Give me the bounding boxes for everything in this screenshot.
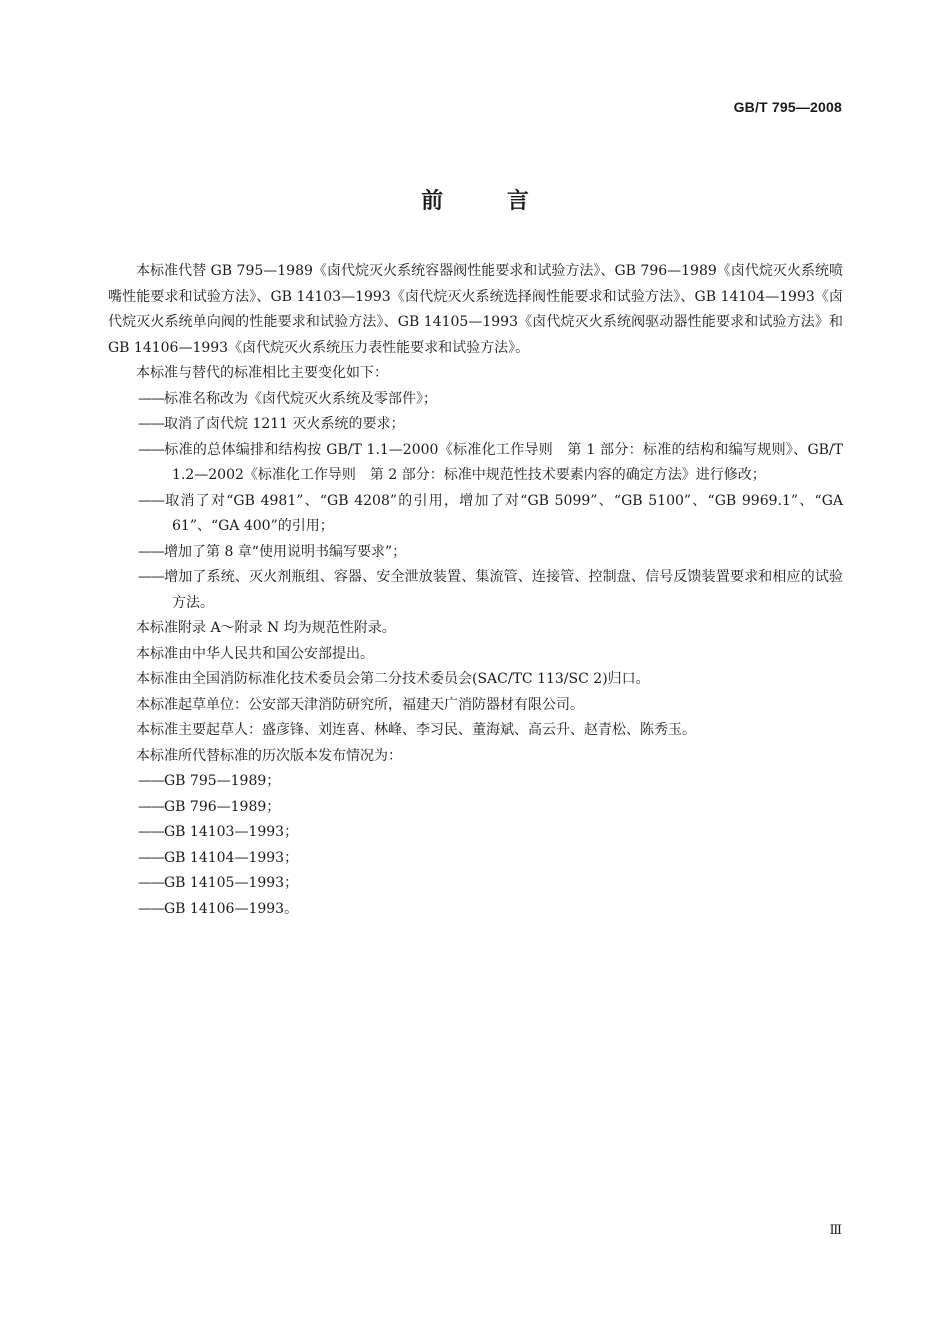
page-number: Ⅲ <box>829 1223 842 1238</box>
standard-number-header: GB/T 795—2008 <box>733 99 842 115</box>
change-item-structure: —— 标准的总体编排和结构按 GB/T 1.1—2000《标准化工作导则 第 1 部分：标准的结构和编写规则》、GB/T 1.2—2002《标准化工作导则 第 2 部分：标准中规范性技术要素内容的确定方法》进行修改； <box>108 438 843 489</box>
foreword-body <box>108 259 843 922</box>
change-item-1211: —— 取消了卤代烷 1211 灭火系统的要求； <box>108 412 843 438</box>
version-item: —— GB 796—1989； <box>108 795 843 821</box>
change-item-chapter-8: —— 增加了第 8 章“使用说明书编写要求”； <box>108 540 843 566</box>
statement-committee: 本标准由全国消防标准化技术委员会第二分技术委员会(SAC/TC 113/SC 2)归口。 <box>136 671 650 687</box>
version-item: —— GB 14106—1993。 <box>108 897 843 923</box>
change-item-references: —— 取消了对“GB 4981”、“GB 4208”的引用，增加了对“GB 5099”、“GB 5100”、“GB 9969.1”、“GA 61”、“GA 400”的引用； <box>108 489 843 540</box>
change-item-components: —— 增加了系统、灭火剂瓶组、容器、安全泄放装置、集流管、连接管、控制盘、信号反馈装置要求和相应的试验方法。 <box>108 565 843 616</box>
statement-annex: 本标准附录 A～附录 N 均为规范性附录。 <box>136 620 396 636</box>
version-item: —— GB 14103—1993； <box>108 820 843 846</box>
version-item: —— GB 795—1989； <box>108 769 843 795</box>
statement-proposer: 本标准由中华人民共和国公安部提出。 <box>136 645 374 662</box>
statement-drafting-units: 本标准起草单位：公安部天津消防研究所，福建天广消防器材有限公司。 <box>136 696 584 713</box>
version-item: —— GB 14104—1993； <box>108 846 843 872</box>
page-title: 前 言 <box>421 189 529 214</box>
changes-intro: 本标准与替代的标准相比主要变化如下： <box>136 365 388 381</box>
statement-versions-intro: 本标准所代替标准的历次版本发布情况为： <box>136 747 402 764</box>
version-item: —— GB 14105—1993； <box>108 871 843 897</box>
change-item-name: —— 标准名称改为《卤代烷灭火系统及零部件》； <box>108 387 843 413</box>
statement-drafters: 本标准主要起草人：盛彦锋、刘连喜、林峰、李习民、董海斌、高云升、赵青松、陈秀玉。 <box>136 722 696 738</box>
replacement-paragraph: 本标准代替 GB 795—1989《卤代烷灭火系统容器阀性能要求和试验方法》、GB 796—1989《卤代烷灭火系统喷嘴性能要求和试验方法》、GB 14103—1993《卤代烷灭火系统选择阀性能要求和试验方法》、GB 14104—1993《卤代烷灭火系统单向阀的性能要求和试验方法》、GB 14105—1993《卤代烷灭火系统阀驱动器性能要求和试验方法》和 GB 14106—1993《卤代烷灭火系统压力表性能要求和试验方法》。 <box>108 263 843 356</box>
